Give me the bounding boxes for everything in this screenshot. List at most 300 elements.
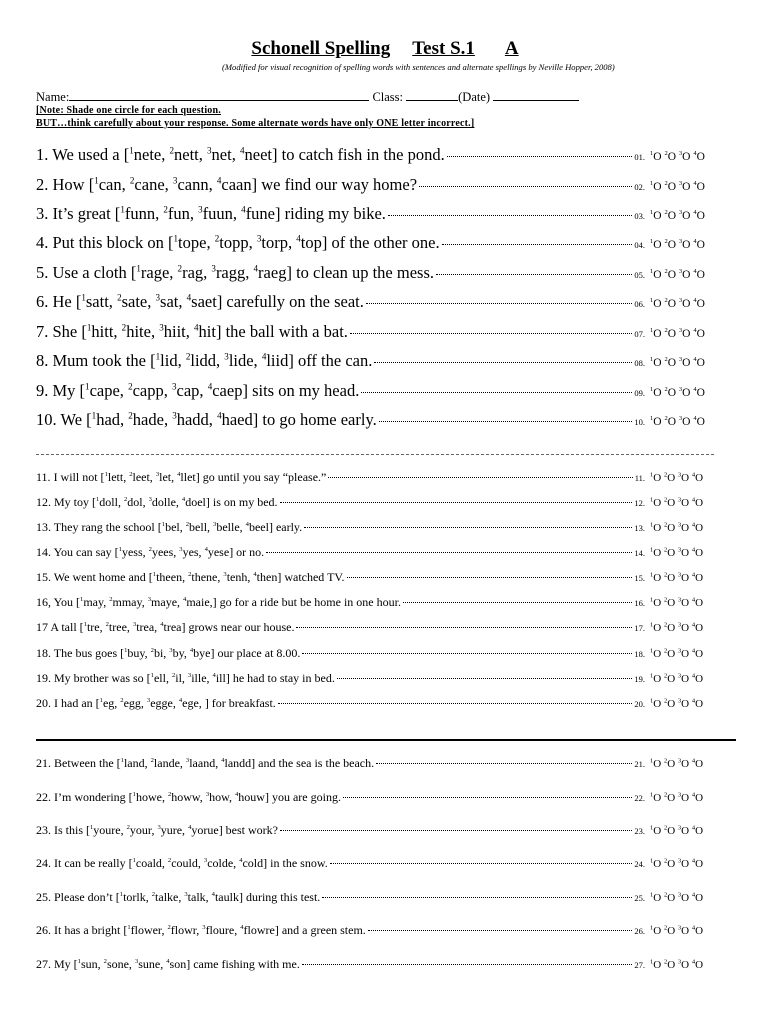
answer-circle-4[interactable]: $^4$O [693, 297, 705, 310]
answer-circle-4[interactable]: $^4$O [693, 415, 705, 428]
answer-circle-1[interactable]: $^1$O [650, 150, 662, 163]
word-option-2: could, [171, 856, 204, 870]
word-option-4: top [300, 233, 322, 252]
question-prefix: I had an [ [54, 696, 100, 710]
answer-circle-1[interactable]: $^1$O [650, 824, 662, 837]
word-option-2: cane, [134, 175, 173, 194]
answer-circle-1[interactable]: $^1$O [650, 209, 662, 222]
word-option-2: talke, [155, 890, 185, 904]
question-text [36, 856, 328, 871]
answer-circle-2[interactable]: $^2$O [663, 621, 676, 634]
dot-leader [330, 862, 633, 864]
answer-circle-2[interactable]: $^2$O [664, 327, 676, 340]
answer-circle-4[interactable]: $^4$O [693, 268, 705, 281]
answer-circles [650, 698, 720, 710]
answer-circle-1[interactable]: $^1$O [650, 268, 662, 281]
option-3-marker: 3 [211, 263, 216, 274]
question-row [36, 570, 720, 594]
answer-circle-1[interactable]: $^1$O [650, 697, 662, 710]
question-number: 15. [36, 570, 51, 584]
word-option-2: leet, [132, 470, 156, 484]
answer-circles [650, 416, 720, 428]
option-3-marker: 3 [134, 958, 139, 965]
answer-circle-3[interactable]: $^3$O [677, 571, 690, 584]
word-option-4: maie, [186, 595, 213, 609]
class-field[interactable] [406, 89, 458, 101]
option-1-marker: 1 [129, 145, 134, 156]
answer-circle-4[interactable]: $^4$O [691, 891, 704, 904]
answer-circle-3[interactable]: $^3$O [677, 891, 690, 904]
question-suffix: ] watched TV. [277, 570, 345, 584]
answer-circle-1[interactable]: $^1$O [650, 327, 662, 340]
answer-circles [650, 497, 720, 509]
answer-circle-4[interactable]: $^4$O [691, 571, 704, 584]
word-option-3: sat, [160, 292, 187, 311]
question-number: 23. [36, 823, 51, 837]
answer-circle-4[interactable]: $^4$O [691, 697, 704, 710]
answer-circle-2[interactable]: $^2$O [663, 791, 676, 804]
answer-circle-2[interactable]: $^2$O [663, 697, 676, 710]
answer-circle-2[interactable]: $^2$O [664, 238, 676, 251]
option-3-marker: 3 [132, 621, 137, 628]
word-option-3: fuun, [202, 204, 242, 223]
answer-circles [650, 357, 720, 369]
option-2-marker: 2 [167, 857, 172, 864]
dot-leader [361, 391, 632, 393]
answer-circle-1[interactable]: $^1$O [650, 521, 662, 534]
answer-number: 05. [634, 270, 645, 280]
answer-circle-1[interactable]: $^1$O [650, 386, 662, 399]
answer-number: 04. [634, 240, 645, 250]
word-option-4: llet [180, 470, 196, 484]
answer-circle-1[interactable]: $^1$O [650, 891, 662, 904]
answer-circle-3[interactable]: $^3$O [677, 697, 690, 710]
word-option-4: landd [224, 756, 252, 770]
question-row [36, 410, 720, 434]
word-option-1: ell, [153, 671, 172, 685]
option-4-marker: 4 [221, 757, 225, 764]
answer-circle-3[interactable]: $^3$O [678, 268, 691, 281]
option-1-marker: 1 [136, 263, 141, 274]
question-text [36, 756, 374, 771]
option-1-marker: 1 [77, 958, 81, 965]
answer-circle-2[interactable]: $^2$O [663, 824, 676, 837]
answer-circle-4[interactable]: $^4$O [693, 209, 705, 222]
dot-leader [328, 476, 632, 478]
question-suffix: ] off the can. [288, 351, 373, 370]
answer-circle-4[interactable]: $^4$O [691, 757, 704, 770]
answer-circle-1[interactable]: $^1$O [650, 647, 662, 660]
option-1-marker: 1 [161, 521, 166, 528]
option-1-marker: 1 [86, 322, 92, 333]
question-prefix: You can say [ [53, 545, 119, 559]
answer-circle-4[interactable]: $^4$O [691, 824, 704, 837]
answer-number: 03. [634, 211, 645, 221]
answer-circle-3[interactable]: $^3$O [677, 546, 690, 559]
option-4-marker: 4 [166, 958, 170, 965]
answer-circle-3[interactable]: $^3$O [677, 647, 690, 660]
answer-circle-2[interactable]: $^2$O [664, 415, 676, 428]
option-2-marker: 2 [109, 596, 113, 603]
answer-circle-2[interactable]: $^2$O [663, 672, 676, 685]
answer-circle-4[interactable]: $^4$O [691, 596, 704, 609]
question-number: 6. [36, 292, 49, 311]
question-prefix: She [ [52, 322, 87, 341]
question-suffix: ] to catch fish in the pond. [271, 145, 445, 164]
option-1-marker: 1 [81, 292, 86, 303]
option-3-marker: 3 [155, 471, 160, 478]
subtitle: (Modified for visual recognition of spelling words with sentences and alternate spellings by Neville Hopper, 2008) [222, 62, 615, 72]
dot-leader [304, 526, 632, 528]
answer-circle-3[interactable]: $^3$O [677, 757, 690, 770]
option-3-marker: 3 [184, 891, 188, 898]
question-prefix: It can be really [ [54, 856, 133, 870]
question-number: 9. [36, 381, 49, 400]
option-2-marker: 2 [167, 791, 172, 798]
question-text [36, 595, 401, 610]
answer-circle-3[interactable]: $^3$O [677, 471, 690, 484]
answer-circle-2[interactable]: $^2$O [664, 268, 676, 281]
answer-circle-1[interactable]: $^1$O [650, 496, 662, 509]
answer-circle-3[interactable]: $^3$O [678, 150, 691, 163]
answer-circle-2[interactable]: $^2$O [663, 647, 676, 660]
answer-circle-3[interactable]: $^3$O [678, 356, 691, 369]
answer-circle-4[interactable]: $^4$O [691, 471, 704, 484]
answer-circle-1[interactable]: $^1$O [650, 297, 662, 310]
option-3-marker: 3 [172, 410, 177, 421]
option-4-marker: 4 [253, 263, 259, 274]
answer-circle-4[interactable]: $^4$O [693, 238, 705, 251]
option-3-marker: 3 [207, 145, 212, 156]
answer-circle-4[interactable]: $^4$O [691, 521, 704, 534]
option-2-marker: 2 [177, 263, 183, 274]
question-suffix: ] go until you say “please.” [195, 470, 327, 484]
answer-circle-2[interactable]: $^2$O [663, 471, 676, 484]
word-option-1: youre, [93, 823, 127, 837]
word-option-4: raeg [258, 263, 287, 282]
answer-circle-3[interactable]: $^3$O [677, 924, 690, 937]
question-suffix: ] go for a ride but be home in one hour. [212, 595, 401, 609]
word-option-2: il, [175, 671, 188, 685]
option-1-marker: 1 [124, 647, 128, 654]
word-option-1: bel, [165, 520, 186, 534]
option-4-marker: 4 [207, 381, 213, 392]
answer-circle-1[interactable]: $^1$O [650, 471, 662, 484]
word-option-4: liid [266, 351, 289, 370]
answer-circle-3[interactable]: $^3$O [677, 824, 690, 837]
word-option-1: eg, [102, 696, 121, 710]
answer-circle-4[interactable]: $^4$O [693, 180, 705, 193]
option-3-marker: 3 [187, 672, 192, 679]
answer-circle-2[interactable]: $^2$O [664, 180, 676, 193]
question-prefix: My toy [ [54, 495, 96, 509]
answer-number: 12. [634, 498, 645, 508]
word-option-4: then [256, 570, 278, 584]
word-option-3: lide, [228, 351, 262, 370]
option-1-marker: 1 [150, 672, 154, 679]
answer-circle-3[interactable]: $^3$O [677, 672, 690, 685]
answer-circles [650, 892, 720, 904]
answer-circle-3[interactable]: $^3$O [678, 238, 691, 251]
date-field[interactable] [493, 89, 579, 101]
word-option-3: maye, [151, 595, 184, 609]
question-number: 7. [36, 322, 49, 341]
answer-circle-1[interactable]: $^1$O [650, 596, 662, 609]
question-prefix: Use a cloth [ [52, 263, 137, 282]
answer-circle-4[interactable]: $^4$O [691, 546, 704, 559]
question-row [36, 620, 720, 644]
word-option-1: yess, [121, 545, 149, 559]
answer-circle-3[interactable]: $^3$O [677, 958, 690, 971]
answer-circle-4[interactable]: $^4$O [691, 857, 704, 870]
question-row [36, 856, 720, 880]
question-suffix: ] came fishing with me. [186, 957, 300, 971]
word-option-3: colde, [207, 856, 240, 870]
option-4-marker: 4 [183, 596, 187, 603]
answer-circle-2[interactable]: $^2$O [663, 958, 676, 971]
dot-leader [280, 501, 633, 503]
question-row [36, 175, 720, 199]
word-option-2: hite, [126, 322, 160, 341]
answer-circles [650, 758, 720, 770]
word-option-2: rag, [182, 263, 212, 282]
option-1-marker: 1 [118, 546, 122, 553]
word-option-3: how, [209, 790, 235, 804]
word-option-2: thene, [191, 570, 224, 584]
option-1-marker: 1 [94, 175, 99, 186]
class-label: Class: [372, 90, 404, 104]
question-row [36, 322, 720, 346]
answer-circle-1[interactable]: $^1$O [650, 621, 662, 634]
answer-circle-3[interactable]: $^3$O [678, 209, 691, 222]
question-prefix: A tall [ [50, 620, 84, 634]
answer-circle-3[interactable]: $^3$O [678, 180, 691, 193]
answer-number: 20. [634, 699, 645, 709]
answer-circle-4[interactable]: $^4$O [693, 356, 705, 369]
question-suffix: ] in the snow. [263, 856, 328, 870]
question-row [36, 545, 720, 569]
answer-circle-1[interactable]: $^1$O [650, 924, 662, 937]
answer-circle-4[interactable]: $^4$O [693, 327, 705, 340]
answer-circle-2[interactable]: $^2$O [663, 496, 676, 509]
answer-circle-4[interactable]: $^4$O [691, 647, 704, 660]
word-option-2: flowr, [170, 923, 203, 937]
question-row [36, 890, 720, 914]
answer-number: 08. [634, 358, 645, 368]
word-option-3: floure, [205, 923, 241, 937]
question-text [36, 620, 294, 635]
word-option-3: hiit, [163, 322, 194, 341]
option-1-marker: 1 [96, 496, 100, 503]
answer-circle-1[interactable]: $^1$O [650, 672, 662, 685]
option-1-marker: 1 [127, 924, 131, 931]
word-option-3: sune, [138, 957, 167, 971]
word-option-2: howw, [171, 790, 206, 804]
question-text [36, 890, 320, 905]
answer-circle-4[interactable]: $^4$O [691, 496, 704, 509]
option-2-marker: 2 [120, 697, 124, 704]
word-option-4: cold [242, 856, 264, 870]
answer-circle-2[interactable]: $^2$O [664, 209, 676, 222]
answer-circle-2[interactable]: $^2$O [664, 297, 676, 310]
answer-circle-2[interactable]: $^2$O [663, 596, 676, 609]
option-4-marker: 4 [178, 697, 183, 704]
word-option-4: houw [238, 790, 265, 804]
dot-leader [368, 929, 633, 931]
word-option-2: yees, [151, 545, 180, 559]
answer-circle-2[interactable]: $^2$O [663, 546, 676, 559]
question-number: 16, [36, 595, 51, 609]
word-option-1: nete, [133, 145, 170, 164]
answer-circle-1[interactable]: $^1$O [650, 546, 662, 559]
question-prefix: I’m wondering [ [54, 790, 133, 804]
answer-circle-1[interactable]: $^1$O [650, 958, 662, 971]
answer-circle-2[interactable]: $^2$O [664, 150, 676, 163]
word-option-3: talk, [187, 890, 212, 904]
answer-circle-2[interactable]: $^2$O [663, 891, 676, 904]
question-text [36, 204, 386, 224]
question-suffix: ] during this test. [238, 890, 321, 904]
question-suffix: ] and the sea is the beach. [251, 756, 375, 770]
option-1-marker: 1 [120, 204, 125, 215]
word-option-3: yure, [160, 823, 189, 837]
answer-circle-4[interactable]: $^4$O [691, 791, 704, 804]
question-row [36, 495, 720, 519]
answer-circle-2[interactable]: $^2$O [663, 924, 676, 937]
page-title [0, 38, 770, 60]
answer-number: 14. [634, 548, 645, 558]
question-text [36, 175, 417, 195]
answer-circle-1[interactable]: $^1$O [650, 180, 662, 193]
answer-circle-3[interactable]: $^3$O [677, 791, 690, 804]
word-option-1: torlk, [123, 890, 152, 904]
answer-circle-4[interactable]: $^4$O [691, 924, 704, 937]
question-row [36, 696, 720, 720]
note-line-2: BUT…think carefully about your response. Some alternate words have only ONE letter incorrect.] [36, 118, 475, 129]
question-number: 21. [36, 756, 51, 770]
question-text [36, 671, 335, 686]
option-3-marker: 3 [202, 924, 206, 931]
answer-circle-1[interactable]: $^1$O [650, 791, 662, 804]
dot-leader [419, 185, 632, 187]
word-option-4: ill [215, 671, 226, 685]
answer-circle-4[interactable]: $^4$O [691, 958, 704, 971]
answer-circle-2[interactable]: $^2$O [663, 521, 676, 534]
question-text [36, 923, 366, 938]
question-number: 4. [36, 233, 49, 252]
answer-circle-1[interactable]: $^1$O [650, 571, 662, 584]
answer-circle-2[interactable]: $^2$O [663, 857, 676, 870]
word-option-1: had, [96, 410, 129, 429]
question-prefix: We [ [60, 410, 92, 429]
answer-circle-1[interactable]: $^1$O [650, 857, 662, 870]
option-4-marker: 4 [245, 521, 249, 528]
answer-circle-4[interactable]: $^4$O [693, 386, 705, 399]
answer-circle-3[interactable]: $^3$O [678, 327, 691, 340]
answer-circle-2[interactable]: $^2$O [664, 386, 676, 399]
question-number: 10. [36, 410, 57, 429]
word-option-1: tope, [178, 233, 215, 252]
word-option-2: tree, [108, 620, 133, 634]
option-4-marker: 4 [181, 496, 186, 503]
answer-number: 16. [634, 598, 645, 608]
answer-number: 22. [634, 793, 645, 803]
option-4-marker: 4 [241, 204, 246, 215]
answer-circle-4[interactable]: $^4$O [691, 672, 704, 685]
answer-circle-3[interactable]: $^3$O [677, 596, 690, 609]
question-text [36, 292, 364, 312]
word-option-3: let, [159, 470, 178, 484]
dot-leader [436, 273, 632, 275]
option-4-marker: 4 [189, 647, 194, 654]
answer-circle-3[interactable]: $^3$O [677, 521, 690, 534]
question-prefix: My [ [54, 957, 78, 971]
answer-circle-3[interactable]: $^3$O [678, 415, 691, 428]
option-4-marker: 4 [239, 857, 243, 864]
answer-circle-1[interactable]: $^1$O [650, 757, 662, 770]
name-field[interactable] [69, 89, 369, 101]
answer-circle-1[interactable]: $^1$O [650, 415, 662, 428]
word-option-2: lidd, [190, 351, 225, 370]
option-4-marker: 4 [188, 824, 192, 831]
word-option-1: rage, [140, 263, 178, 282]
question-prefix: It has a bright [ [54, 923, 128, 937]
word-option-4: caan [221, 175, 252, 194]
answer-circle-1[interactable]: $^1$O [650, 356, 662, 369]
word-option-1: lett, [107, 470, 130, 484]
answer-circle-4[interactable]: $^4$O [691, 621, 704, 634]
question-text [36, 410, 377, 430]
answer-circle-2[interactable]: $^2$O [663, 571, 676, 584]
answer-circle-1[interactable]: $^1$O [650, 238, 662, 251]
dot-leader [302, 652, 632, 654]
option-2-marker: 2 [105, 621, 109, 628]
word-option-4: caep [212, 381, 243, 400]
answer-circle-3[interactable]: $^3$O [678, 386, 691, 399]
word-option-3: laand, [189, 756, 222, 770]
word-option-1: coald, [135, 856, 168, 870]
answer-circle-3[interactable]: $^3$O [678, 297, 691, 310]
question-text [36, 570, 345, 585]
option-2-marker: 2 [126, 824, 130, 831]
question-row [36, 671, 720, 695]
answer-circle-4[interactable]: $^4$O [693, 150, 705, 163]
word-option-1: cape, [89, 381, 129, 400]
answer-circle-2[interactable]: $^2$O [664, 356, 676, 369]
answer-circle-3[interactable]: $^3$O [677, 496, 690, 509]
answer-circle-2[interactable]: $^2$O [663, 757, 676, 770]
dot-leader [374, 361, 632, 363]
word-option-4: beel [248, 520, 269, 534]
answer-number: 10. [634, 417, 645, 427]
answer-circle-3[interactable]: $^3$O [677, 857, 690, 870]
option-1-marker: 1 [80, 596, 84, 603]
option-4-marker: 4 [240, 924, 244, 931]
word-option-4: yorue [191, 823, 219, 837]
question-number: 20. [36, 696, 51, 710]
question-suffix: ] carefully on the seat. [216, 292, 364, 311]
word-option-4: trea [163, 620, 182, 634]
word-option-2: egg, [123, 696, 147, 710]
word-option-4: taulk [214, 890, 239, 904]
answer-circle-3[interactable]: $^3$O [677, 621, 690, 634]
word-option-2: fun, [167, 204, 199, 223]
answer-number: 24. [634, 859, 645, 869]
question-suffix: ] he had to stay in bed. [225, 671, 335, 685]
dot-leader [347, 576, 633, 578]
option-2-marker: 2 [167, 924, 171, 931]
question-number: 1. [36, 145, 49, 164]
